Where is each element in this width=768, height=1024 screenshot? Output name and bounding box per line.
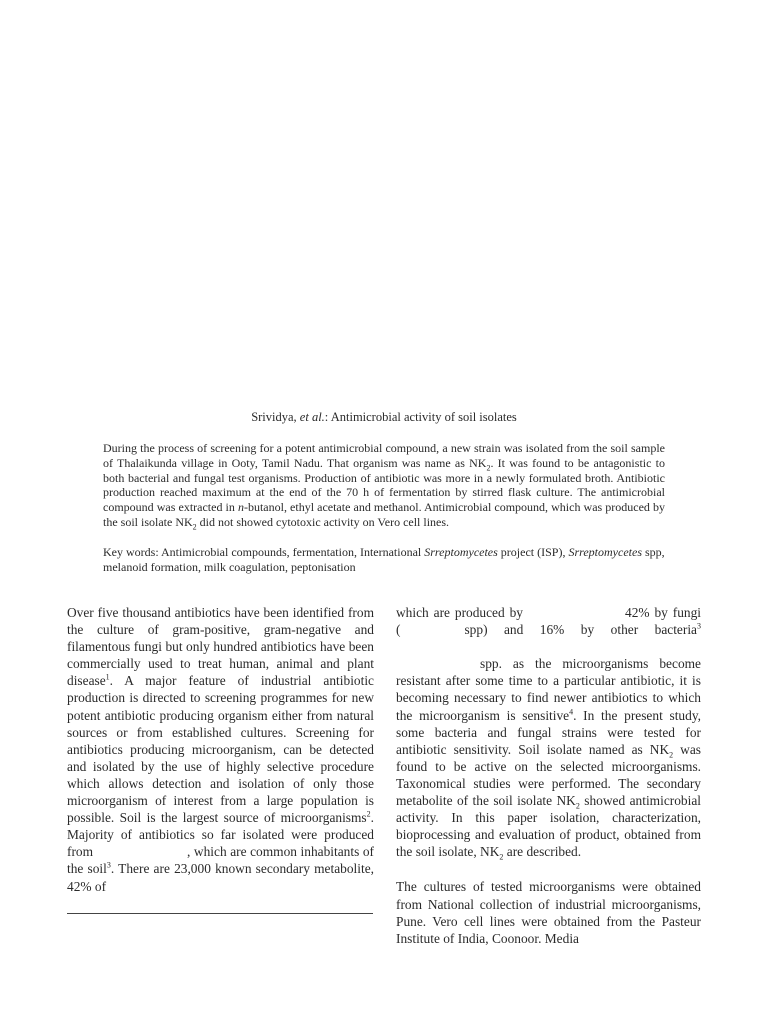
citation-4: 4 (569, 707, 574, 717)
running-head-authors: Srividya, (251, 410, 300, 424)
left-text-2: . A major feature of industrial antibiotic production is directed to screening programmes for new potent antibiotic producing organism either from natural sources or from established cultures. Screening for antibiotics producing microorganism, can be detected and isolated by the use of highly selective procedure which allows detection and isolation of only those microorganism of interest from a large population is possible. Soil is the largest source of microorganisms (67, 673, 374, 826)
abstract-italic-n: n (237, 500, 244, 515)
running-head-et-al: et al. (299, 410, 325, 424)
right-text-8: are described. (503, 844, 582, 860)
abstract-text-4: did not showed cytotoxic activity on Vero cell lines. (196, 514, 450, 529)
keywords-lead: Key words: Antimicrobial compounds, fermentation, International (103, 545, 425, 559)
keywords-genus-1: Srreptomycetes (424, 545, 498, 559)
right-text-4: spp. as the microorganisms become resistant after some time to a particular antibiotic, it is becoming necessary to find newer antibiotics to which the microorganism is sensitive (396, 656, 701, 723)
abstract-subscript-2: 2 (192, 522, 197, 532)
running-head-separator: : (324, 410, 331, 424)
right-text-2: 42% by fungi ( (396, 605, 702, 638)
left-column (67, 604, 374, 895)
abstract-text-1: During the process of screening for a potent antimicrobial compound, a new strain was isolated from the soil sample of Thalaikunda village in Ooty, Tamil Nadu. That organism was name as NK (103, 441, 665, 470)
abstract-text-3: -butanol, ethyl acetate and methanol. Antimicrobial compound, which was produced by the soil isolate NK (103, 500, 666, 529)
citation-1: 1 (105, 672, 110, 682)
abstract-subscript-1: 2 (486, 463, 491, 473)
right-text-5: . In the present study, some bacteria and fungal strains were tested for antibiotic sensitivity. Soil isolate named as NK (396, 707, 701, 757)
right-column (396, 604, 701, 947)
keywords-tail: spp, melanoid formation, milk coagulation, peptonisation (103, 545, 665, 574)
left-text-4: , which are common inhabitants of the soil (67, 844, 374, 877)
right-text-6: was found to be active on the selected microorganisms. Taxonomical studies were performed. The secondary metabolite of the soil isolate NK (396, 741, 701, 809)
citation-3b: 3 (697, 621, 701, 631)
citation-3: 3 (106, 860, 111, 870)
right-subscript-2: 2 (575, 801, 580, 811)
right-text-1: which are produced by (396, 605, 523, 620)
left-text-3: . Majority of antibiotics so far isolated were produced from (67, 810, 374, 860)
running-head (0, 409, 768, 425)
left-paragraph (67, 604, 374, 895)
missing-italic-gap (396, 650, 696, 651)
right-text-3: spp) and 16% by other bacteria (464, 622, 697, 638)
left-text-1: Over five thousand antibiotics have been identified from the culture of gram-positive, gram-negative and filamentous fungi but only hundred antibiotics have been commercially used to treat human, animal and plant disease (67, 605, 374, 689)
right-subscript-1: 2 (669, 750, 674, 760)
abstract (103, 441, 665, 530)
right-subscript-3: 2 (499, 852, 504, 862)
right-text-7: showed antimicrobial activity. In this paper isolation, characterization, bioprocessing and evaluation of product, obtained from the soil isolate, NK (396, 793, 701, 860)
left-text-5: . There are 23,000 known secondary metabolite, 42% of (67, 861, 375, 894)
keywords-mid: project (ISP), (497, 545, 569, 559)
right-paragraph-2: The cultures of tested microorganisms were obtained from National collection of industrial microorganisms, Pune. Vero cell lines were obtained from the Pasteur Institute of India, Coonoor. Media (396, 879, 701, 946)
citation-2: 2 (366, 809, 371, 819)
running-head-title: Antimicrobial activity of soil isolates (330, 410, 517, 424)
keywords-genus-2: Srreptomycetes (568, 545, 642, 559)
abstract-text-2: . It was found to be antagonistic to both bacterial and fungal test organisms. Production of antibiotic was more in a newly formulated broth. Antibiotic production reached maximum at the end of the 70 h of fermentation by stirred flask culture. The antimicrobial compound was extracted in (103, 455, 665, 515)
footnote-rule (67, 913, 373, 914)
keywords (103, 545, 665, 575)
right-paragraph-1 (396, 604, 701, 860)
